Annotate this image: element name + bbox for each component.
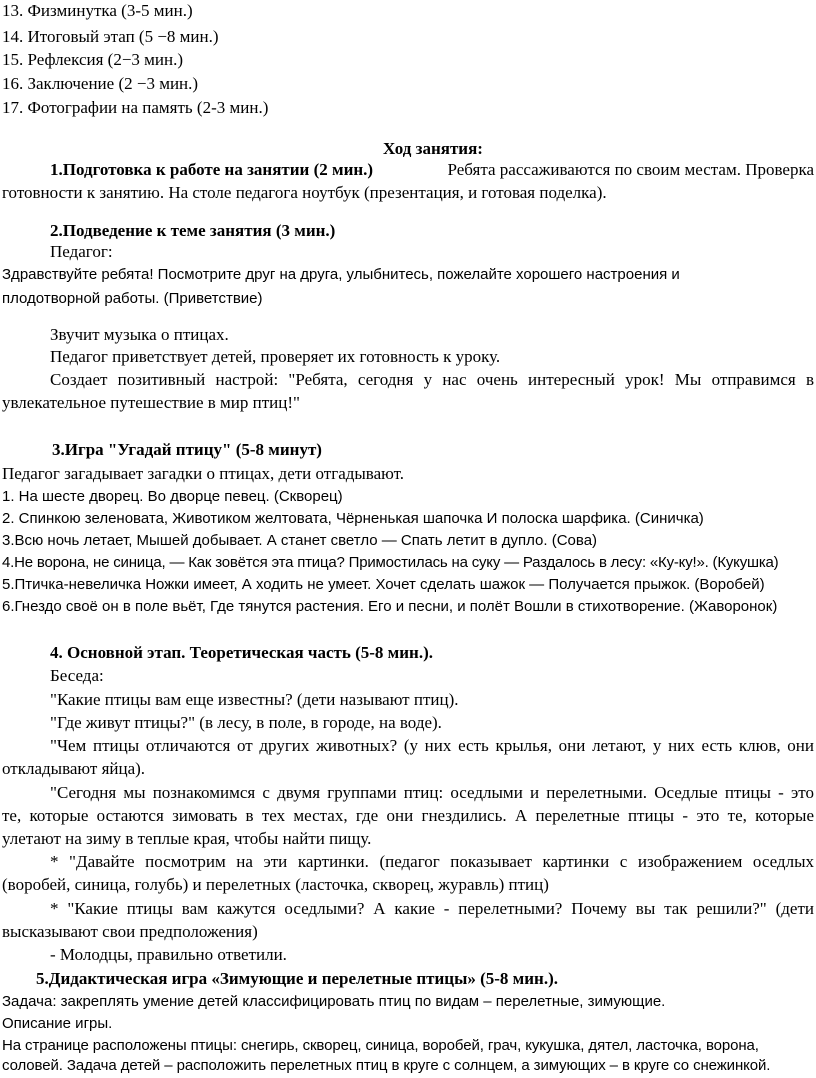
plan-item-13: 13. Физминутка (3-5 мин.)	[2, 1, 193, 20]
s4-q4a: "Сегодня мы познакомимся с двумя группами птиц: оседлыми и перелетными. Оседлые птицы - это	[50, 783, 814, 802]
s5-task: Задача: закреплять умение детей классифицировать птиц по видам – перелетные, зимующие.	[2, 993, 666, 1010]
plan-item-16: 16. Заключение (2 −3 мин.)	[2, 74, 199, 93]
s4-q5b: (воробей, синица, голубь) и перелетных (ласточка, скворец, журавль) птиц)	[2, 875, 549, 894]
s2-speaker: Педагог:	[50, 242, 113, 261]
s5-body-1: На странице расположены птицы: снегирь, скворец, синица, воробей, грач, кукушка, дятел, ласточка, ворона,	[2, 1037, 759, 1054]
s4-heading: 4. Основной этап. Теоретическая часть (5-8 мин.).	[50, 643, 434, 662]
s1-line2: готовности к занятию. На столе педагога ноутбук (презентация, и готовая поделка).	[2, 183, 607, 202]
plan-item-14: 14. Итоговый этап (5 −8 мин.)	[2, 27, 219, 46]
s2-para-3a: Создает позитивный настрой: "Ребята, сегодня у нас очень интересный урок! Мы отправимся в	[50, 370, 814, 389]
s4-q1: "Какие птицы вам еще известны? (дети называют птиц).	[50, 690, 459, 709]
riddle-5: 5.Птичка-невеличка Ножки имеет, А ходить не умеет. Хочет сделать шажок — Получается прыжок. (Воробей)	[2, 576, 765, 593]
s2-para-2: Педагог приветствует детей, проверяет их готовность к уроку.	[50, 347, 501, 366]
s2-greeting-2: плодотворной работы. (Приветствие)	[2, 290, 263, 307]
s2-greeting-1: Здравствуйте ребята! Посмотрите друг на друга, улыбнитесь, пожелайте хорошего настроения и	[2, 266, 680, 283]
s3-intro: Педагог загадывает загадки о птицах, дети отгадывают.	[2, 464, 405, 483]
s4-q4b: те, которые остаются зимовать в тех местах, где они гнездились. А перелетные птицы - это те, которые	[2, 806, 814, 825]
s2-para-3b: увлекательное путешествие в мир птиц!"	[2, 393, 300, 412]
plan-item-15: 15. Рефлексия (2−3 мин.)	[2, 50, 184, 69]
s4-q7: - Молодцы, правильно ответили.	[50, 945, 287, 964]
s5-heading: 5.Дидактическая игра «Зимующие и перелетные птицы» (5-8 мин.).	[36, 969, 558, 988]
course-heading: Ход занятия:	[383, 139, 483, 158]
s4-q6b: высказывают свои предположения)	[2, 922, 258, 941]
riddle-2: 2. Спинкою зеленовата, Животиком желтовата, Чёрненькая шапочка И полоска шарфика. (Синичка)	[2, 510, 704, 527]
riddle-3: 3.Всю ночь летает, Мышей добывает. А станет светло — Спать летит в дупло. (Сова)	[2, 532, 598, 549]
plan-item-17: 17. Фотографии на память (2-3 мин.)	[2, 98, 269, 117]
riddle-1: 1. На шесте дворец. Во дворце певец. (Скворец)	[2, 488, 343, 505]
s2-heading: 2.Подведение к теме занятия (3 мин.)	[50, 221, 336, 240]
s4-q6a: * "Какие птицы вам кажутся оседлыми? А какие - перелетными? Почему вы так решили?" (дети	[50, 899, 814, 918]
riddle-6: 6.Гнездо своё он в поле вьёт, Где тянутся растения. Его и песни, и полёт Вошли в стихотворение. (Жаворонок)	[2, 598, 778, 615]
s4-q5a: * "Давайте посмотрим на эти картинки. (педагог показывает картинки с изображением оседлых	[50, 852, 814, 871]
s4-q3a: "Чем птицы отличаются от других животных? (у них есть крылья, они летают, у них есть клюв, они	[50, 736, 814, 755]
s5-body-2: соловей. Задача детей – расположить перелетных птиц в круге с солнцем, а зимующих – в круге со снежинкой.	[2, 1057, 771, 1074]
s1-line1	[50, 161, 814, 178]
s1-text: Ребята рассаживаются по своим местам. Проверка	[447, 160, 814, 179]
s5-description-label: Описание игры.	[2, 1015, 113, 1032]
s4-conversation: Беседа:	[50, 666, 104, 685]
s4-q4c: улетают на зиму в теплые края, чтобы найти пищу.	[2, 829, 372, 848]
s1-heading: 1.Подготовка к работе на занятии (2 мин.)	[50, 160, 374, 179]
s4-q3b: откладывают яйца).	[2, 759, 146, 778]
riddle-4: 4.Не ворона, не синица, — Как зовётся эта птица? Примостилась на суку — Раздалось в лесу: «Ку-ку!». (Кукушка)	[2, 554, 779, 571]
s2-para-1: Звучит музыка о птицах.	[50, 325, 229, 344]
s3-heading: 3.Игра "Угадай птицу" (5-8 минут)	[52, 440, 322, 459]
s4-q2: "Где живут птицы?" (в лесу, в поле, в городе, на воде).	[50, 713, 442, 732]
